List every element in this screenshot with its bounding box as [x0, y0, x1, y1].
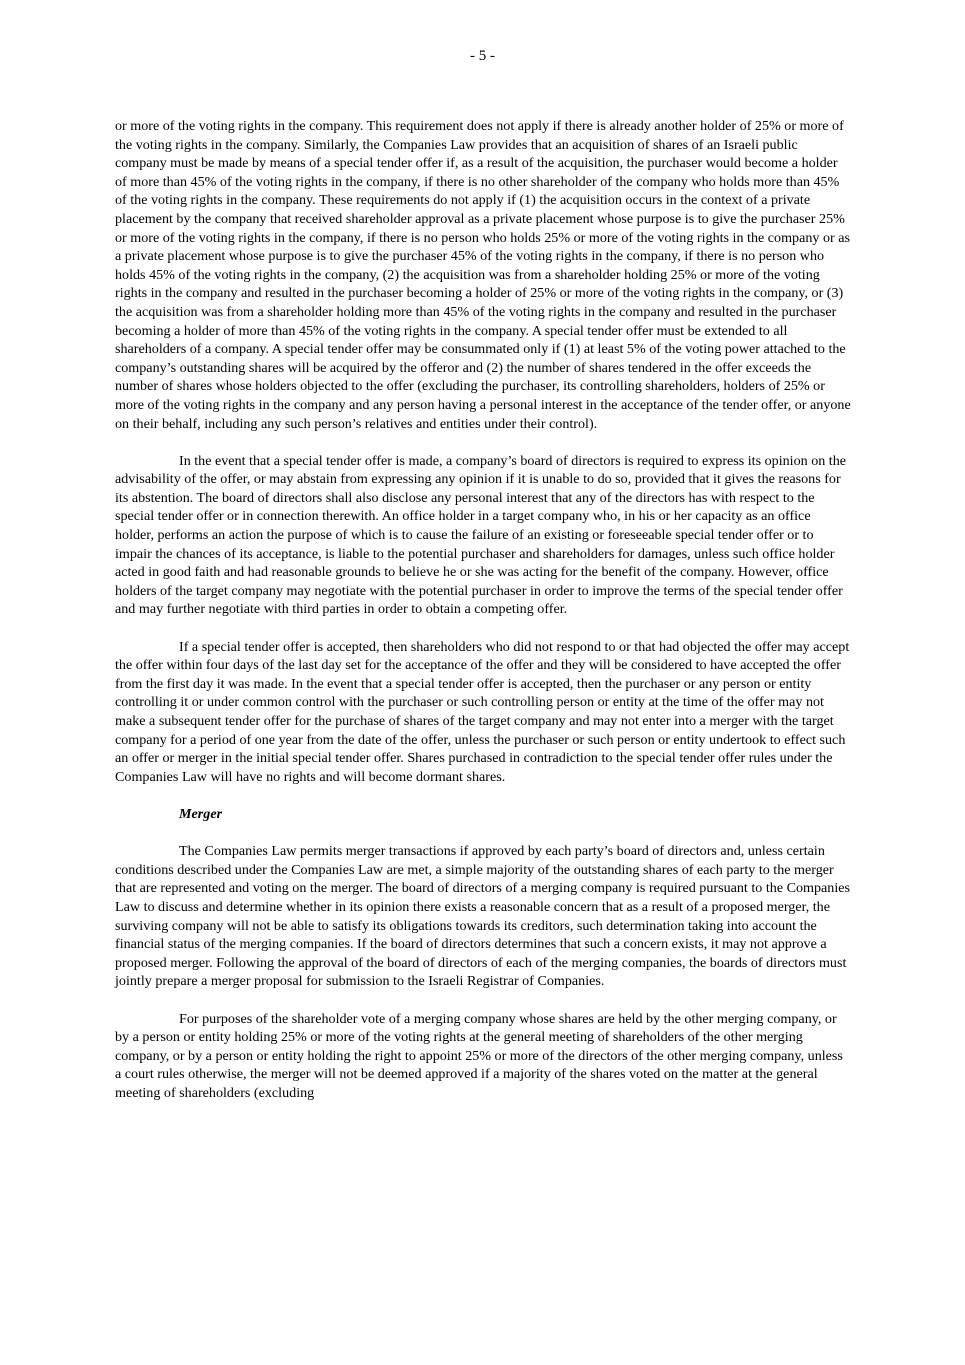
- paragraph-offer-acceptance: If a special tender offer is accepted, then shareholders who did not respond to or that had objected the offer may accept the offer within four days of the last day set for the acceptance of the offer and they will be considered to have accepted the offer from the first day it was made. In the event that a special tender offer is accepted, then the purchaser or any person or entity controlling it or under common control with the purchaser or such controlling person or entity at the time of the offer may not make a subsequent tender offer for the purchase of shares of the target company and may not enter into a merger with the target company for a period of one year from the date of the offer, unless the purchaser or such person or entity undertook to effect such an offer or merger in the initial special tender offer. Shares purchased in contradiction to the special tender offer rules under the Companies Law will have no rights and will become dormant shares.: [115, 638, 850, 785]
- document-body: [115, 117, 852, 1121]
- section-heading-merger: Merger: [179, 805, 223, 822]
- paragraph-merger-approval: The Companies Law permits merger transactions if approved by each party’s board of directors and, unless certain conditions described under the Companies Law are met, a simple majority of the outstanding shares of each party to the merger that are represented and voting on the merger. The board of directors of a merging company is required pursuant to the Companies Law to discuss and determine whether in its opinion there exists a reasonable concern that as a result of a proposed merger, the surviving company will not be able to satisfy its obligations towards its creditors, such determination taking into account the financial status of the merging companies. If the board of directors determines that such a concern exists, it may not approve a proposed merger. Following the approval of the board of directors of each of the merging companies, the boards of directors must jointly prepare a merger proposal for submission to the Israeli Registrar of Companies.: [115, 843, 851, 990]
- paragraph-board-duties: In the event that a special tender offer is made, a company’s board of directors is required to express its opinion on the advisability of the offer, or may abstain from expressing any opinion if it is unable to do so, provided that it gives the reasons for its abstention. The board of directors shall also disclose any personal interest that any of the directors has with respect to the special tender offer or in connection therewith. An office holder in a target company who, in his or her capacity as an office holder, performs an action the purpose of which is to cause the failure of an existing or foreseeable special tender offer or to impair the chances of its acceptance, is liable to the potential purchaser and shareholders for damages, unless such office holder acted in good faith and had reasonable grounds to believe he or she was acting for the benefit of the company. However, office holders of the target company may negotiate with the potential purchaser in order to improve the terms of the special tender offer and may further negotiate with third parties in order to obtain a competing offer.: [115, 452, 847, 618]
- page-number: - 5 -: [470, 48, 495, 64]
- paragraph-shareholder-vote: For purposes of the shareholder vote of a merging company whose shares are held by the other merging company, or by a person or entity holding 25% or more of the voting rights at the general meeting of shareholders of the other merging company, or by a person or entity holding the right to appoint 25% or more of the directors of the other merging company, unless a court rules otherwise, the merger will not be deemed approved if a majority of the shares voted on the matter at the general meeting of shareholders (excluding: [115, 1010, 843, 1101]
- paragraph-continued: or more of the voting rights in the company. This requirement does not apply if there is already another holder of 25% or more of the voting rights in the company. Similarly, the Companies Law provides that an acquisition of shares of an Israeli public company must be made by means of a special tender offer if, as a result of the acquisition, the purchaser would become a holder of more than 45% of the voting rights in the company, if there is no other shareholder of the company who holds more than 45% of the voting rights in the company. These requirements do not apply if (1) the acquisition occurs in the context of a private placement by the company that received shareholder approval as a private placement whose purpose is to give the purchaser 25% or more of the voting rights in the company, if there is no person who holds 25% or more of the voting rights in the company or as a private placement whose purpose is to give the purchaser 45% of the voting rights in the company, if there is no person who holds 45% of the voting rights in the company, (2) the acquisition was from a shareholder holding 25% or more of the voting rights in the company and resulted in the purchaser becoming a holder of 25% or more of the voting rights in the company, or (3) the acquisition was from a shareholder holding more than 45% of the voting rights in the company and resulted in the purchaser becoming a holder of more than 45% of the voting rights in the company. A special tender offer must be extended to all shareholders of a company. A special tender offer may be consummated only if (1) at least 5% of the voting power attached to the company’s outstanding shares will be acquired by the offeror and (2) the number of shares tendered in the offer exceeds the number of shares whose holders objected to the offer (excluding the purchaser, its controlling shareholders, holders of 25% or more of the voting rights in the company and any person having a personal interest in the acceptance of the tender offer, or anyone on their behalf, including any such person’s relatives and entities under their control).: [115, 118, 851, 432]
